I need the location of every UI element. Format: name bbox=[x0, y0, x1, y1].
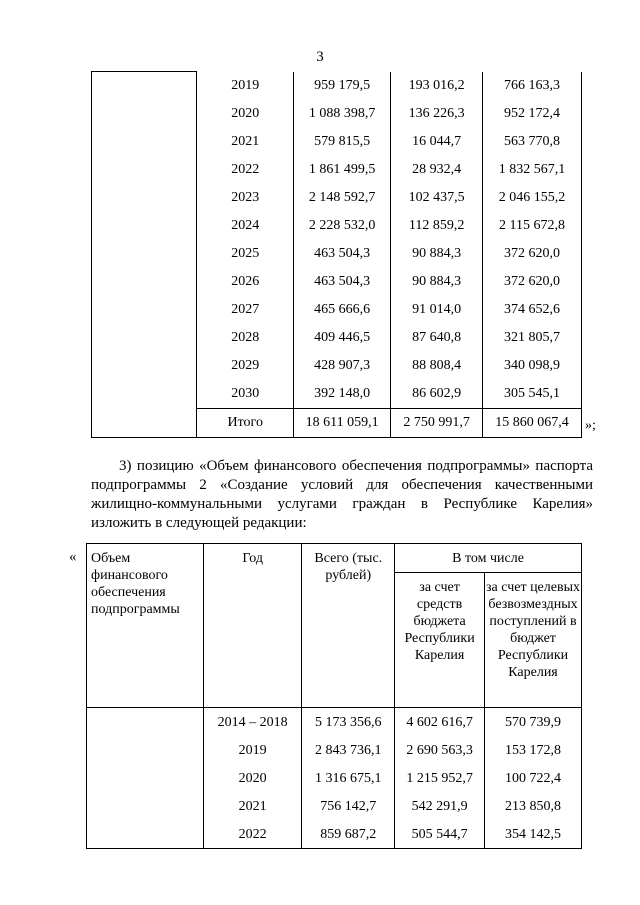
table-row bbox=[92, 72, 582, 100]
budget-cell: 136 226,3 bbox=[391, 100, 483, 128]
table-header-row bbox=[87, 544, 582, 573]
receipts-cell: 153 172,8 bbox=[485, 736, 582, 764]
year-cell: 2019 bbox=[197, 72, 294, 100]
header-total: Всего (тыс. рублей) bbox=[302, 544, 395, 708]
receipts-cell: 374 652,6 bbox=[483, 296, 582, 324]
budget-cell: 91 014,0 bbox=[391, 296, 483, 324]
paragraph-line: жилищно-коммунальными услугами граждан в Республике Карелия» bbox=[91, 496, 593, 512]
budget-cell: 90 884,3 bbox=[391, 268, 483, 296]
header-targeted-receipts: за счет целевых безвозмездных поступлений в бюджет Республики Карелия bbox=[485, 573, 582, 708]
receipts-cell: 372 620,0 bbox=[483, 268, 582, 296]
year-cell: 2024 bbox=[197, 212, 294, 240]
year-cell: 2028 bbox=[197, 324, 294, 352]
budget-cell: 86 602,9 bbox=[391, 380, 483, 409]
total-cell: 2 148 592,7 bbox=[294, 184, 391, 212]
year-cell: 2025 bbox=[197, 240, 294, 268]
subprogram-financing-table bbox=[86, 543, 582, 849]
financing-table-continued bbox=[91, 71, 582, 438]
year-cell: 2022 bbox=[197, 156, 294, 184]
year-cell: 2019 bbox=[203, 736, 302, 764]
total-cell: 1 316 675,1 bbox=[302, 764, 395, 792]
total-cell: 463 504,3 bbox=[294, 240, 391, 268]
total-cell: 579 815,5 bbox=[294, 128, 391, 156]
table-row bbox=[87, 708, 582, 737]
total-cell: 463 504,3 bbox=[294, 268, 391, 296]
year-cell: 2021 bbox=[203, 792, 302, 820]
header-year: Год bbox=[203, 544, 302, 708]
year-cell: 2023 bbox=[197, 184, 294, 212]
total-cell: 1 861 499,5 bbox=[294, 156, 391, 184]
receipts-cell: 2 115 672,8 bbox=[483, 212, 582, 240]
opening-quote: « bbox=[69, 549, 77, 565]
year-cell: 2021 bbox=[197, 128, 294, 156]
total-cell: 2 843 736,1 bbox=[302, 736, 395, 764]
budget-cell: 90 884,3 bbox=[391, 240, 483, 268]
closing-quote: »; bbox=[585, 418, 596, 433]
receipts-cell: 305 545,1 bbox=[483, 380, 582, 409]
year-cell: 2020 bbox=[197, 100, 294, 128]
header-regional-budget: за счет средств бюджета Республики Карелия bbox=[395, 573, 485, 708]
total-label: Итого bbox=[197, 408, 294, 437]
budget-cell: 102 437,5 bbox=[391, 184, 483, 212]
total-cell: 756 142,7 bbox=[302, 792, 395, 820]
budget-cell: 88 808,4 bbox=[391, 352, 483, 380]
blank-cell bbox=[92, 72, 197, 438]
receipts-cell: 372 620,0 bbox=[483, 240, 582, 268]
year-cell: 2020 bbox=[203, 764, 302, 792]
year-cell: 2027 bbox=[197, 296, 294, 324]
receipts-cell: 354 142,5 bbox=[485, 820, 582, 849]
receipts-cell: 563 770,8 bbox=[483, 128, 582, 156]
year-cell: 2014 – 2018 bbox=[203, 708, 302, 737]
total-cell: 18 611 059,1 bbox=[294, 408, 391, 437]
total-cell: 392 148,0 bbox=[294, 380, 391, 409]
receipts-cell: 100 722,4 bbox=[485, 764, 582, 792]
total-cell: 2 228 532,0 bbox=[294, 212, 391, 240]
total-cell: 465 666,6 bbox=[294, 296, 391, 324]
paragraph-line: изложить в следующей редакции: bbox=[91, 515, 307, 531]
year-cell: 2026 bbox=[197, 268, 294, 296]
year-cell: 2029 bbox=[197, 352, 294, 380]
year-cell: 2022 bbox=[203, 820, 302, 849]
budget-cell: 505 544,7 bbox=[395, 820, 485, 849]
receipts-cell: 321 805,7 bbox=[483, 324, 582, 352]
paragraph-line: 3) позицию «Объем финансового обеспечения подпрограммы» паспорта bbox=[119, 458, 593, 474]
receipts-cell: 213 850,8 bbox=[485, 792, 582, 820]
total-cell: 859 687,2 bbox=[302, 820, 395, 849]
paragraph-line: подпрограммы 2 «Создание условий для обеспечения качественными bbox=[91, 477, 593, 493]
amendment-paragraph bbox=[91, 457, 593, 533]
year-cell: 2030 bbox=[197, 380, 294, 409]
page-number: 3 bbox=[316, 49, 324, 65]
budget-cell: 16 044,7 bbox=[391, 128, 483, 156]
budget-cell: 4 602 616,7 bbox=[395, 708, 485, 737]
budget-cell: 2 690 563,3 bbox=[395, 736, 485, 764]
budget-cell: 193 016,2 bbox=[391, 72, 483, 100]
receipts-cell: 15 860 067,4 bbox=[483, 408, 582, 437]
budget-cell: 28 932,4 bbox=[391, 156, 483, 184]
receipts-cell: 570 739,9 bbox=[485, 708, 582, 737]
budget-cell: 112 859,2 bbox=[391, 212, 483, 240]
total-cell: 409 446,5 bbox=[294, 324, 391, 352]
budget-cell: 87 640,8 bbox=[391, 324, 483, 352]
receipts-cell: 1 832 567,1 bbox=[483, 156, 582, 184]
budget-cell: 2 750 991,7 bbox=[391, 408, 483, 437]
total-cell: 1 088 398,7 bbox=[294, 100, 391, 128]
receipts-cell: 952 172,4 bbox=[483, 100, 582, 128]
blank-cell bbox=[87, 708, 204, 849]
total-cell: 428 907,3 bbox=[294, 352, 391, 380]
receipts-cell: 340 098,9 bbox=[483, 352, 582, 380]
total-cell: 5 173 356,6 bbox=[302, 708, 395, 737]
budget-cell: 1 215 952,7 bbox=[395, 764, 485, 792]
receipts-cell: 2 046 155,2 bbox=[483, 184, 582, 212]
total-cell: 959 179,5 bbox=[294, 72, 391, 100]
header-including: В том числе bbox=[395, 544, 582, 573]
header-financing-volume: Объем финансового обеспечения подпрограммы bbox=[87, 544, 204, 708]
receipts-cell: 766 163,3 bbox=[483, 72, 582, 100]
budget-cell: 542 291,9 bbox=[395, 792, 485, 820]
